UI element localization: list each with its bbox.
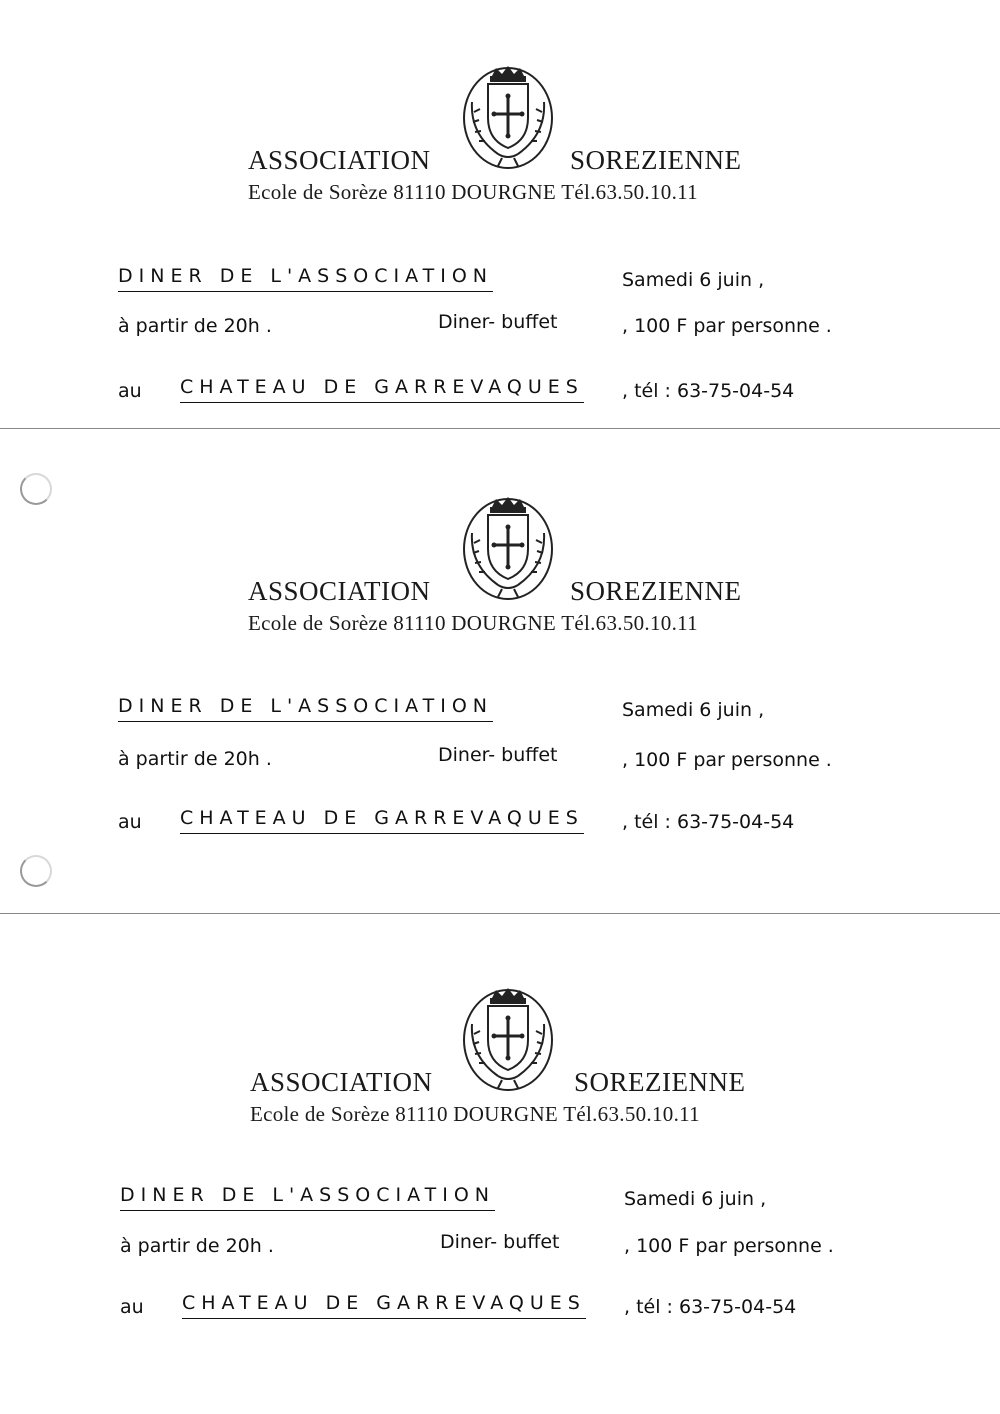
occitan-cross-crest-icon	[458, 984, 558, 1092]
org-address: Ecole de Sorèze 81110 DOURGNE Tél.63.50.10.11	[250, 1102, 700, 1126]
occitan-cross-crest-icon	[458, 493, 558, 601]
org-address: Ecole de Sorèze 81110 DOURGNE Tél.63.50.10.11	[248, 180, 698, 204]
org-name-left: ASSOCIATION	[250, 1067, 433, 1097]
event-price: , 100 F par personne .	[622, 315, 832, 337]
venue-phone: , tél : 63-75-04-54	[624, 1296, 797, 1318]
event-format: Diner- buffet	[438, 744, 558, 766]
org-name-left: ASSOCIATION	[248, 576, 431, 606]
event-date: Samedi 6 juin ,	[624, 1188, 767, 1210]
event-price: , 100 F par personne .	[622, 749, 832, 771]
event-price: , 100 F par personne .	[624, 1235, 834, 1257]
invitation-card-3	[0, 984, 1000, 1414]
event-title: DINER DE L'ASSOCIATION	[118, 265, 493, 292]
cut-line-1	[0, 428, 1000, 429]
punch-hole-2	[20, 855, 52, 887]
event-date: Samedi 6 juin ,	[622, 269, 765, 291]
org-name-right: SOREZIENNE	[570, 576, 742, 606]
event-format: Diner- buffet	[438, 311, 558, 333]
event-date: Samedi 6 juin ,	[622, 699, 765, 721]
venue-name: CHATEAU DE GARREVAQUES	[182, 1292, 586, 1319]
venue-name: CHATEAU DE GARREVAQUES	[180, 807, 584, 834]
venue-phone: , tél : 63-75-04-54	[622, 811, 795, 833]
cut-line-2	[0, 913, 1000, 914]
invitation-card-2	[0, 493, 1000, 923]
org-name-right: SOREZIENNE	[570, 145, 742, 175]
event-start-time: à partir de 20h .	[118, 748, 272, 770]
event-title: DINER DE L'ASSOCIATION	[120, 1184, 495, 1211]
venue-phone: , tél : 63-75-04-54	[622, 380, 795, 402]
event-title: DINER DE L'ASSOCIATION	[118, 695, 493, 722]
org-name-right: SOREZIENNE	[574, 1067, 746, 1097]
occitan-cross-crest-icon	[458, 62, 558, 170]
venue-name: CHATEAU DE GARREVAQUES	[180, 376, 584, 403]
event-format: Diner- buffet	[440, 1231, 560, 1253]
event-start-time: à partir de 20h .	[118, 315, 272, 337]
venue-prefix: au	[120, 1296, 144, 1318]
org-address: Ecole de Sorèze 81110 DOURGNE Tél.63.50.10.11	[248, 611, 698, 635]
org-name-left: ASSOCIATION	[248, 145, 431, 175]
event-start-time: à partir de 20h .	[120, 1235, 274, 1257]
venue-prefix: au	[118, 811, 142, 833]
venue-prefix: au	[118, 380, 142, 402]
